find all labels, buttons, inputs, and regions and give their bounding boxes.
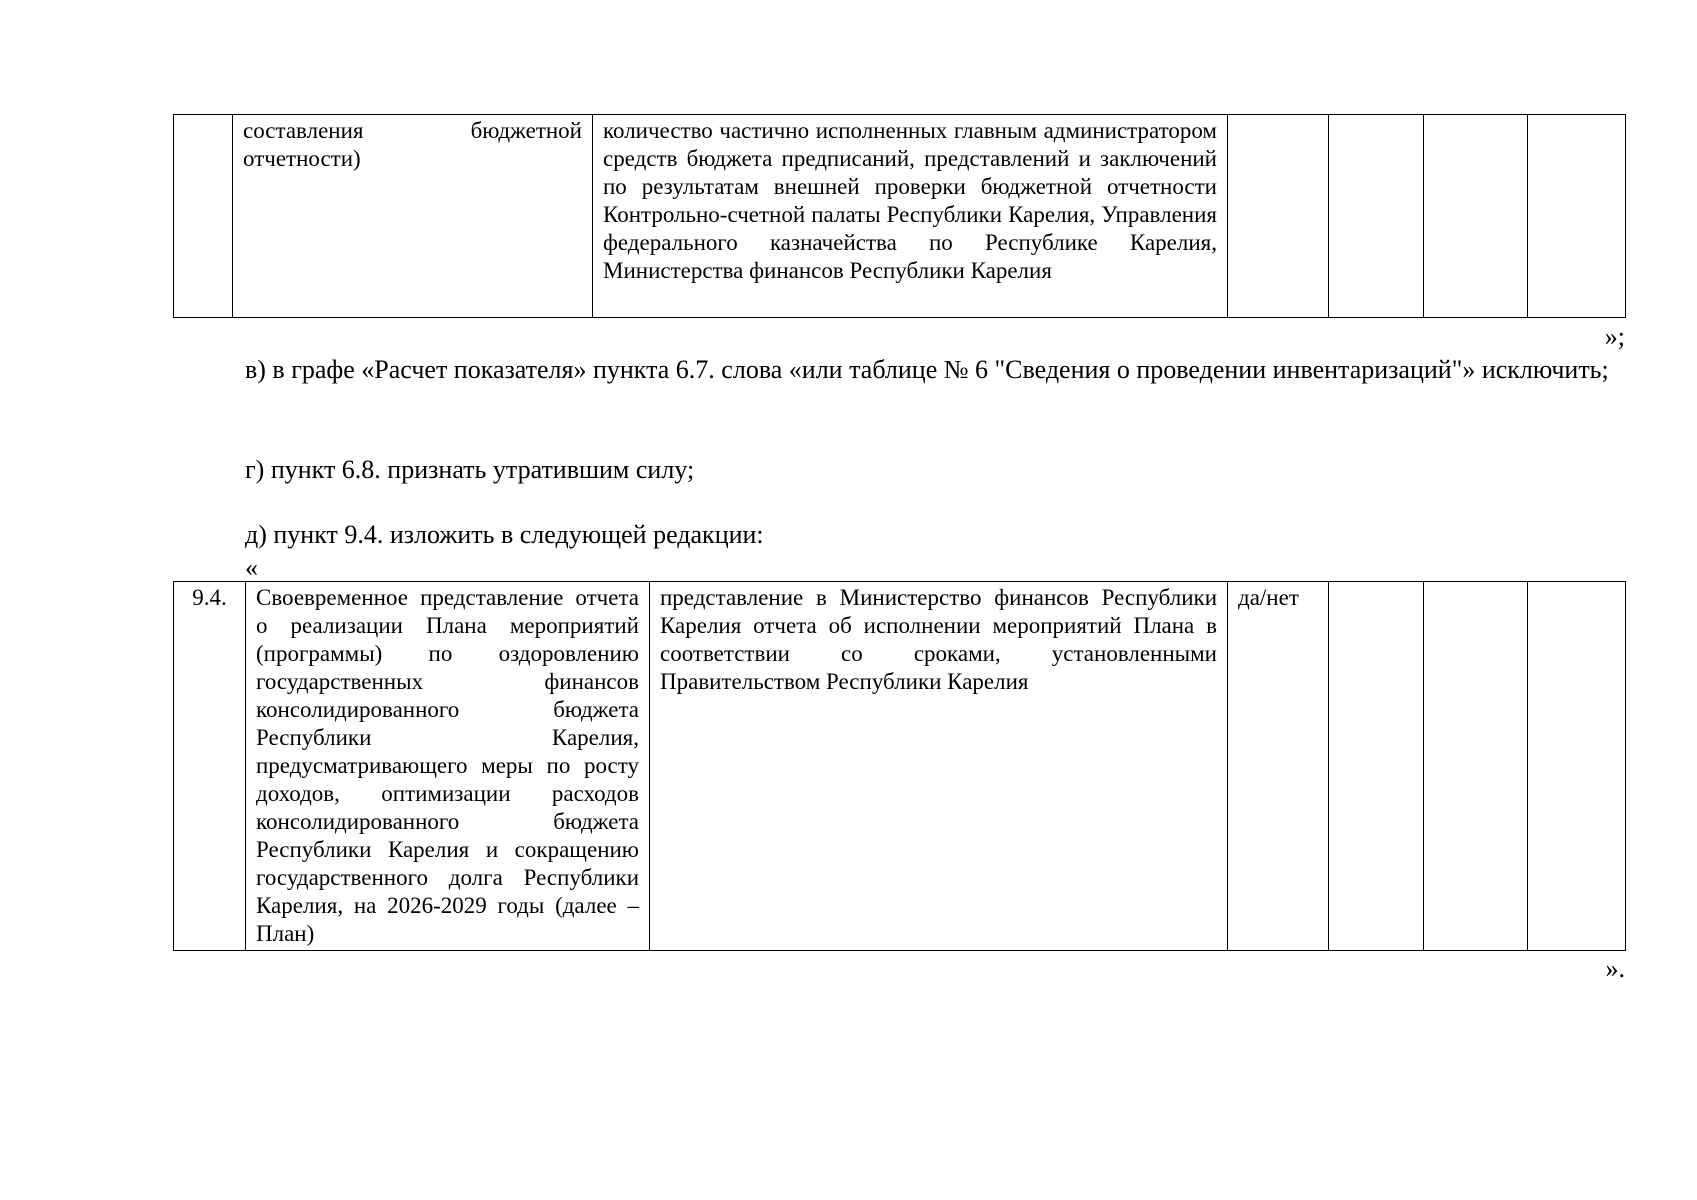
cell-unit: [1228, 115, 1329, 318]
cell-number: 9.4.: [174, 582, 246, 951]
paragraph-g: г) пункт 6.8. признать утратившим силу;: [245, 455, 695, 484]
cell-indicator-name: составления бюджетной отчетности): [233, 115, 593, 318]
cell-number: [174, 115, 233, 318]
cell-calculation: количество частично исполненных главным администратором средств бюджета предписаний, представлений и заключений по результатам внешней проверки бюджетной отчетности Контрольно-счетной палаты Республики Карелия, Управления федерального казначейства по Республике Карелия, Министерства финансов Республики Карелия: [593, 115, 1228, 318]
indicators-table-bottom: [173, 581, 1626, 951]
cell-indicator-name: Своевременное представление отчета о реализации Плана мероприятий (программы) по оздоровлению государственных финансов консолидированного бюджета Республики Карелия, предусматривающего меры по росту доходов, оптимизации расходов консолидированного бюджета Республики Карелия и сокращению государственного долга Республики Карелия, на 2026-2029 годы (далее – План): [246, 582, 650, 951]
closing-quote-bottom: ».: [1605, 954, 1625, 983]
indicators-table-top: [173, 114, 1626, 318]
cell-col6: [1424, 582, 1528, 951]
paragraph-v: в) в графе «Расчет показателя» пункта 6.7. слова «или таблице № 6 "Сведения о проведении инвентаризаций"» исключить;: [245, 355, 1609, 384]
paragraph-d: д) пункт 9.4. изложить в следующей редакции:: [245, 520, 764, 549]
table-row: [174, 115, 1626, 318]
cell-col5: [1329, 582, 1424, 951]
opening-quote: «: [245, 553, 258, 582]
cell-unit: да/нет: [1228, 582, 1329, 951]
cell-col7: [1528, 115, 1626, 318]
cell-col6: [1424, 115, 1528, 318]
cell-col5: [1329, 115, 1424, 318]
cell-calculation: представление в Министерство финансов Республики Карелия отчета об исполнении мероприятий Плана в соответствии со сроками, установленными Правительством Республики Карелия: [650, 582, 1228, 951]
cell-col7: [1528, 582, 1626, 951]
table-row: [174, 582, 1626, 951]
closing-quote-top: »;: [1604, 322, 1625, 351]
